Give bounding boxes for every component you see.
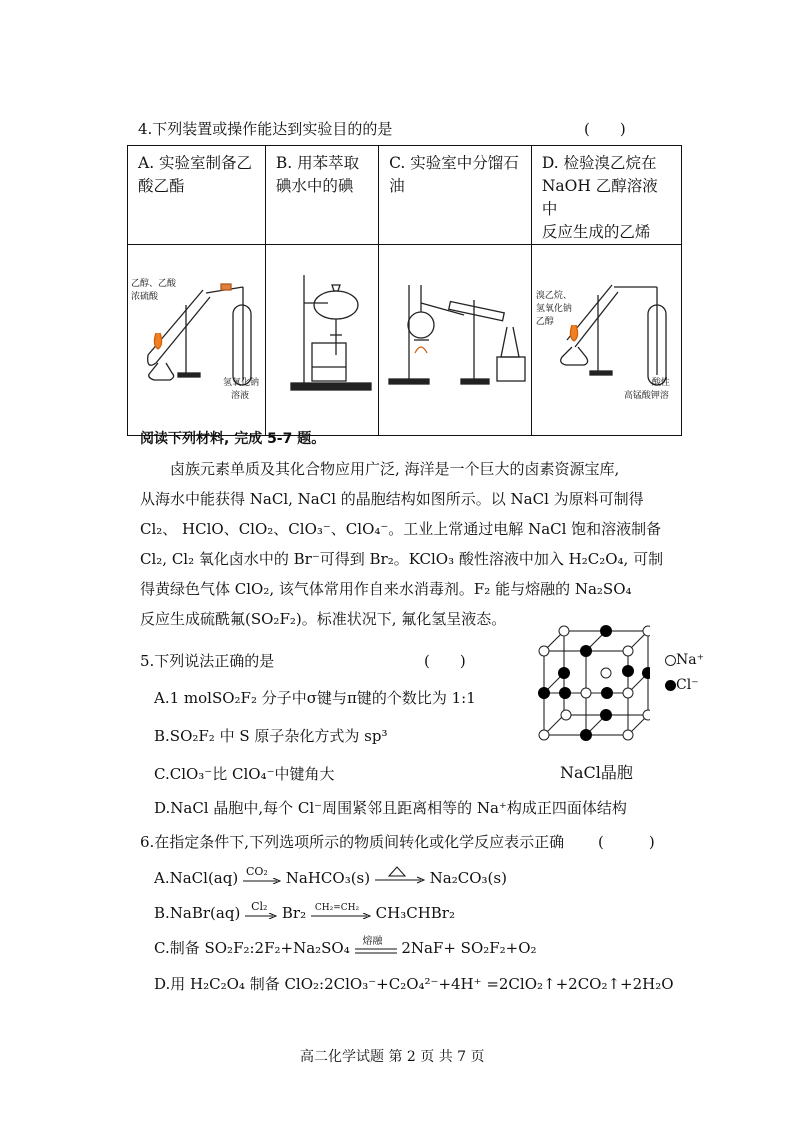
- legend-na-marker: [665, 655, 676, 666]
- crystal-caption: NaCl晶胞: [560, 763, 633, 782]
- q6-option-b: B.NaBr(aq) Cl₂ Br₂ CH₂=CH₂ CH₃CHBr₂: [154, 900, 455, 922]
- legend-na: Na⁺: [665, 652, 704, 668]
- q5-option-a: A.1 molSO₂F₂ 分子中σ键与π键的个数比为 1:1: [154, 689, 476, 707]
- q5-stem: 5.下列说法正确的是: [140, 652, 275, 670]
- apparatus-d-image: 溴乙烷、 氢氧化钠 乙醇 酸性 高锰酸钾溶: [531, 245, 681, 436]
- q6-option-d: D.用 H₂C₂O₄ 制备 ClO₂:2ClO₃⁻+C₂O₄²⁻+4H⁺ =2ClO₂↑+2CO₂↑+2H₂O: [154, 975, 674, 993]
- q5-option-b: B.SO₂F₂ 中 S 原子杂化方式为 sp³: [154, 727, 388, 745]
- reaction-arrow-co2: CO₂: [243, 872, 281, 886]
- apparatus-table: [127, 145, 682, 436]
- reading-title: 阅读下列材料, 完成 5-7 题。: [140, 431, 326, 447]
- nacl-unit-cell-diagram: [530, 615, 650, 760]
- apparatus-a-image: 乙醇、乙酸 浓硫酸 氢氧化钠 溶液: [128, 245, 266, 436]
- q6-option-c: C.制备 SO₂F₂:2F₂+Na₂SO₄ 熔融 2NaF+ SO₂F₂+O₂: [154, 936, 537, 957]
- apparatus-b-image: [265, 245, 378, 436]
- q6-answer-paren: ( ): [598, 833, 655, 851]
- q6-stem: 6.在指定条件下,下列选项所示的物质间转化或化学反应表示正确: [140, 833, 565, 851]
- apparatus-c-image: [379, 245, 532, 436]
- page-footer: 高二化学试题 第 2 页 共 7 页: [300, 1049, 485, 1065]
- q5-option-d: D.NaCl 晶胞中,每个 Cl⁻周围紧邻且距离相等的 Na⁺构成正四面体结构: [154, 799, 627, 817]
- q5-answer-paren: ( ): [424, 652, 466, 670]
- q4-stem: 4.下列装置或操作能达到实验目的的是: [138, 120, 393, 138]
- reading-passage: 卤族元素单质及其化合物应用广泛, 海洋是一个巨大的卤素资源宝库, 从海水中能获得 NaCl, NaCl 的晶胞结构如图所示。以 NaCl 为原料可制得 Cl₂、 HClO、ClO₂、ClO₃⁻、ClO₄⁻。工业上常通过电解 NaCl 饱和溶液制备 Cl₂, Cl₂ 氧化卤水中的 Br⁻可得到 Br₂。KClO₃ 酸性溶液中加入 H₂C₂O₄, 可制 得黄绿色气体 ClO₂, 该气体常用作自来水消毒剂。F₂ 能与熔融的 Na₂SO₄ 反应生成硫酰氟(SO₂F₂)。标准状况下, 氟化氢呈液态。: [140, 460, 664, 628]
- q4-option-d: D. 检验溴乙烷在 NaOH 乙醇溶液中 反应生成的乙烯: [531, 146, 681, 245]
- q6-option-a: A.NaCl(aq) CO₂ NaHCO₃(s) Na₂CO₃(s): [154, 865, 507, 887]
- q5-option-c: C.ClO₃⁻比 ClO₄⁻中键角大: [154, 765, 335, 783]
- reaction-equals-molten: 熔融: [362, 936, 383, 947]
- q4-option-a: A. 实验室制备乙 酸乙酯: [128, 146, 266, 245]
- q4-option-b: B. 用苯萃取 碘水中的碘: [265, 146, 378, 245]
- legend-cl-marker: [665, 680, 676, 691]
- reaction-arrow-ethene: CH₂=CH₂: [311, 907, 371, 921]
- reaction-arrow-cl2: Cl₂: [245, 907, 277, 921]
- q4-answer-paren: ( ): [584, 120, 626, 138]
- q4-option-c: C. 实验室中分馏石 油: [379, 146, 532, 245]
- legend-cl: Cl⁻: [665, 677, 699, 693]
- reaction-arrow-heat: [375, 872, 425, 886]
